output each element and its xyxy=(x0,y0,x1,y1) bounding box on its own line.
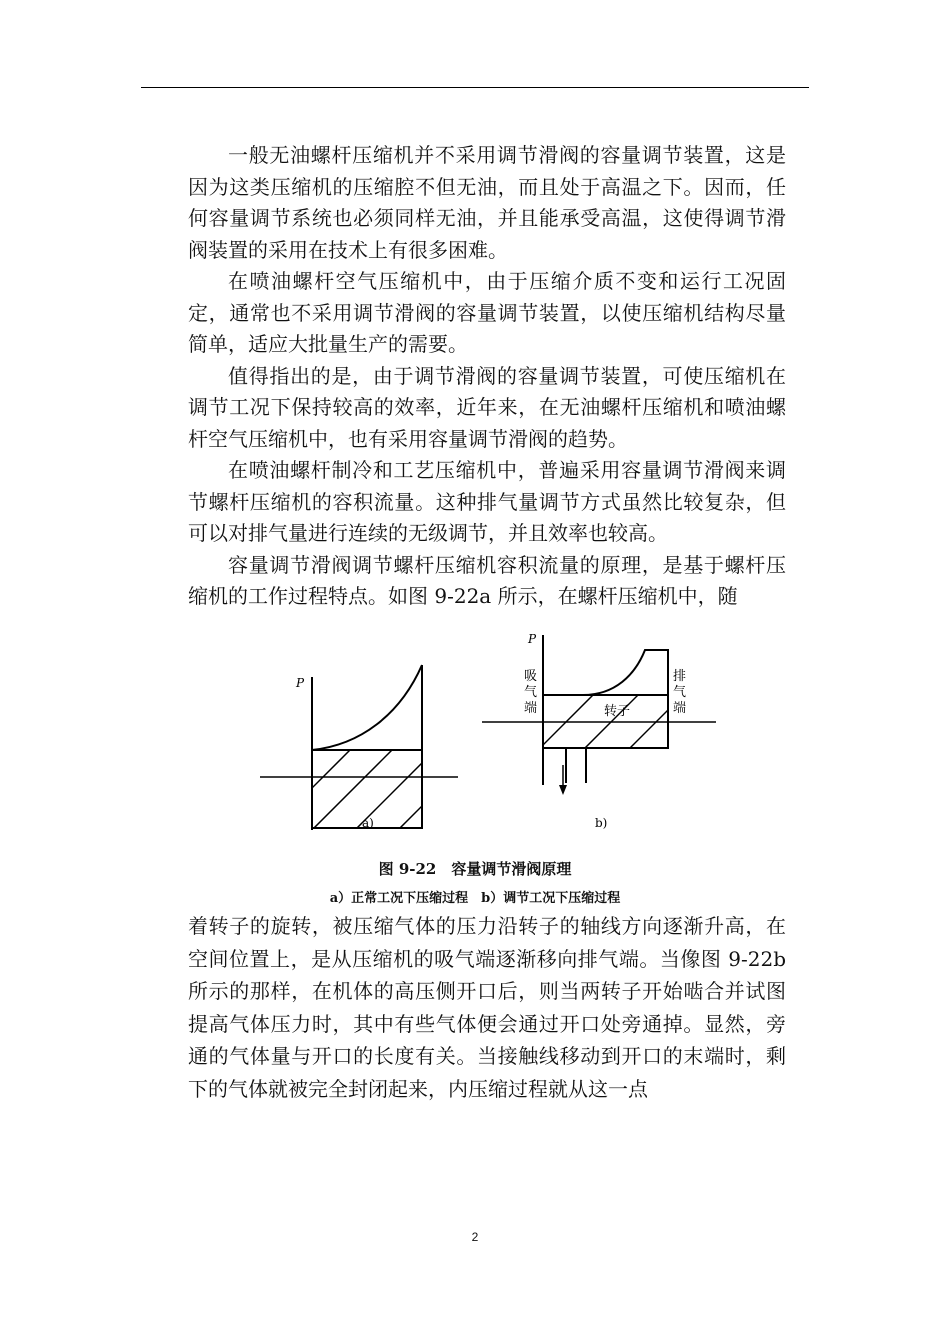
suction-char-1: 吸 xyxy=(524,669,538,684)
panel-b-axis-label: P xyxy=(528,632,537,646)
discharge-char-1: 排 xyxy=(673,669,687,684)
figure-caption: 图 9-22 容量调节滑阀原理 xyxy=(378,860,572,878)
panel-b-pressure-curve xyxy=(583,650,668,695)
figure-diagram xyxy=(250,625,730,855)
panel-a-pressure-curve xyxy=(312,665,422,750)
panel-b-suction-label xyxy=(524,669,541,716)
page-number: 2 xyxy=(471,1230,479,1244)
body-text-bottom xyxy=(188,910,786,1105)
header-rule xyxy=(141,87,809,88)
panel-a-diagram xyxy=(260,665,478,830)
paragraph: 在喷油螺杆空气压缩机中，由于压缩介质不变和运行工况固定，通常也不采用调节滑阀的容量调节装置，以使压缩机结构尽量简单，适应大批量生产的需要。 xyxy=(188,269,786,356)
figure-subcaption: a）正常工况下压缩过程 b）调节工况下压缩过程 xyxy=(329,891,621,906)
discharge-char-3: 端 xyxy=(673,701,687,716)
discharge-char-2: 气 xyxy=(673,685,687,700)
panel-b-discharge-label xyxy=(673,668,690,716)
paragraph: 在喷油螺杆制冷和工艺压缩机中，普遍采用容量调节滑阀来调节螺杆压缩机的容积流量。这种排气量调节方式虽然比较复杂，但可以对排气量进行连续的无级调节，并且效率也较高。 xyxy=(188,458,786,545)
body-text-top xyxy=(188,140,786,613)
suction-char-3: 端 xyxy=(524,701,538,716)
panel-b-label: b) xyxy=(595,816,608,830)
paragraph: 容量调节滑阀调节螺杆压缩机容积流量的原理，是基于螺杆压缩机的工作过程特点。如图 9-22a 所示，在螺杆压缩机中，随 xyxy=(188,552,786,608)
panel-b-bypass-arrowhead xyxy=(559,785,567,795)
panel-b-rotor-label: 转子 xyxy=(604,704,631,719)
paragraph: 一般无油螺杆压缩机并不采用调节滑阀的容量调节装置，这是因为这类压缩机的压缩腔不但无油，而且处于高温之下。因而，任何容量调节系统也必须同样无油，并且能承受高温，这使得调节滑阀装置的采用在技术上有很多困难。 xyxy=(188,143,786,262)
suction-char-2: 气 xyxy=(524,685,538,700)
panel-a-axis-label: P xyxy=(296,676,305,690)
paragraph: 值得指出的是，由于调节滑阀的容量调节装置，可使压缩机在调节工况下保持较高的效率，近年来，在无油螺杆压缩机和喷油螺杆空气压缩机中，也有采用容量调节滑阀的趋势。 xyxy=(188,363,786,451)
panel-a-hatch xyxy=(270,750,478,830)
panel-a-label: a) xyxy=(362,816,374,830)
paragraph: 着转子的旋转，被压缩气体的压力沿转子的轴线方向逐渐升高，在空间位置上，是从压缩机的吸气端逐渐移向排气端。当像图 9-22b 所示的那样，在机体的高压侧开口后，则当两转子开始啮合并试图提高气体压力时，其中有些气体便会通过开口处旁通掉。显然，旁通的气体量与开口的长度有关。当接触线移动到开口的末端时，剩下的气体就被完全封闭起来，内压缩过程就从这一点 xyxy=(188,914,786,1101)
